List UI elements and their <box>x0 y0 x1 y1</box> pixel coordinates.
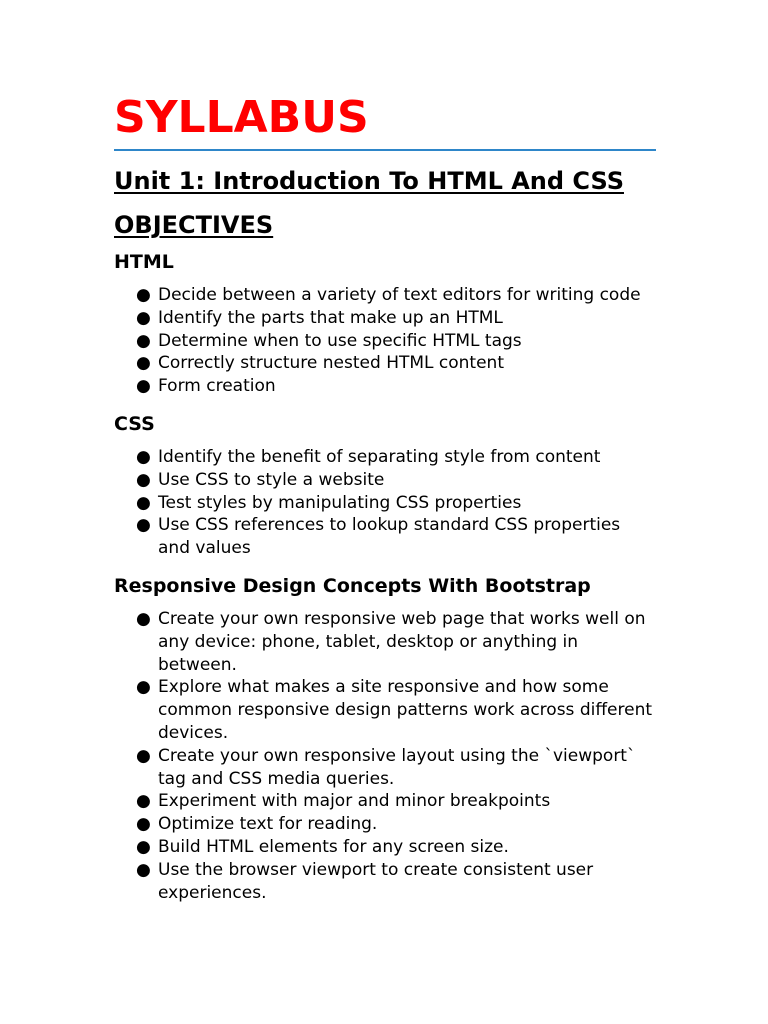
list-item-text: Use CSS to style a website <box>158 469 385 490</box>
list-item <box>114 469 656 492</box>
bullet-list-html <box>114 284 656 398</box>
list-item-text: Optimize text for reading. <box>158 814 378 835</box>
list-item-text: Decide between a variety of text editors for writing code <box>158 285 641 305</box>
list-item-text: Use the browser viewport to create consistent user experiences. <box>158 859 594 903</box>
list-item-text: Build HTML elements for any screen size. <box>158 836 509 857</box>
page-title: SYLLABUS <box>114 90 656 151</box>
list-item <box>114 790 656 813</box>
list-item-text: Test styles by manipulating CSS properties <box>158 492 522 513</box>
list-item <box>114 608 656 676</box>
list-item-text: Explore what makes a site responsive and how some common responsive design patterns work across different devices. <box>158 677 653 743</box>
list-item <box>114 836 656 859</box>
list-item-text: Form creation <box>158 376 276 397</box>
list-item <box>114 676 656 744</box>
objectives-heading: OBJECTIVES <box>114 211 274 239</box>
list-item-text: Identify the benefit of separating style from content <box>158 446 601 467</box>
bullet-icon: ● <box>136 791 151 812</box>
bullet-list-responsive <box>114 608 656 904</box>
bullet-icon: ● <box>136 608 151 629</box>
bullet-icon: ● <box>136 859 151 880</box>
list-item <box>114 514 656 560</box>
bullet-icon: ● <box>136 353 151 374</box>
list-item <box>114 307 656 330</box>
section-responsive-design <box>114 574 656 904</box>
section-heading-responsive: Responsive Design Concepts With Bootstrap <box>114 574 591 597</box>
bullet-icon: ● <box>136 446 151 467</box>
bullet-icon: ● <box>136 745 151 766</box>
list-item <box>114 446 656 469</box>
bullet-icon: ● <box>136 677 151 698</box>
list-item <box>114 492 656 515</box>
bullet-icon: ● <box>136 376 151 397</box>
list-item <box>114 859 656 905</box>
list-item <box>114 375 656 398</box>
list-item-text: Determine when to use specific HTML tags <box>158 330 522 351</box>
list-item <box>114 352 656 375</box>
section-css <box>114 412 656 560</box>
bullet-icon: ● <box>136 836 151 857</box>
bullet-icon: ● <box>136 330 151 351</box>
list-item <box>114 330 656 353</box>
list-item <box>114 284 656 307</box>
section-heading-html: HTML <box>114 251 174 273</box>
section-heading-css: CSS <box>114 412 155 435</box>
list-item-text: Correctly structure nested HTML content <box>158 353 504 374</box>
unit-title: Unit 1: Introduction To HTML And CSS <box>114 167 624 195</box>
list-item <box>114 813 656 836</box>
list-item-text: Identify the parts that make up an HTML <box>158 307 503 328</box>
bullet-list-css <box>114 446 656 560</box>
bullet-icon: ● <box>136 469 151 490</box>
section-html <box>114 250 656 398</box>
bullet-icon: ● <box>136 307 151 328</box>
list-item <box>114 745 656 791</box>
bullet-icon: ● <box>136 515 151 536</box>
bullet-icon: ● <box>136 814 151 835</box>
list-item-text: Experiment with major and minor breakpoints <box>158 791 551 812</box>
bullet-icon: ● <box>136 285 151 305</box>
syllabus-page <box>114 90 656 904</box>
list-item-text: Create your own responsive web page that works well on any device: phone, tablet, desktop or anything in between. <box>158 608 646 675</box>
list-item-text: Use CSS references to lookup standard CSS properties and values <box>158 515 621 559</box>
list-item-text: Create your own responsive layout using the `viewport` tag and CSS media queries. <box>158 745 636 789</box>
bullet-icon: ● <box>136 492 151 513</box>
